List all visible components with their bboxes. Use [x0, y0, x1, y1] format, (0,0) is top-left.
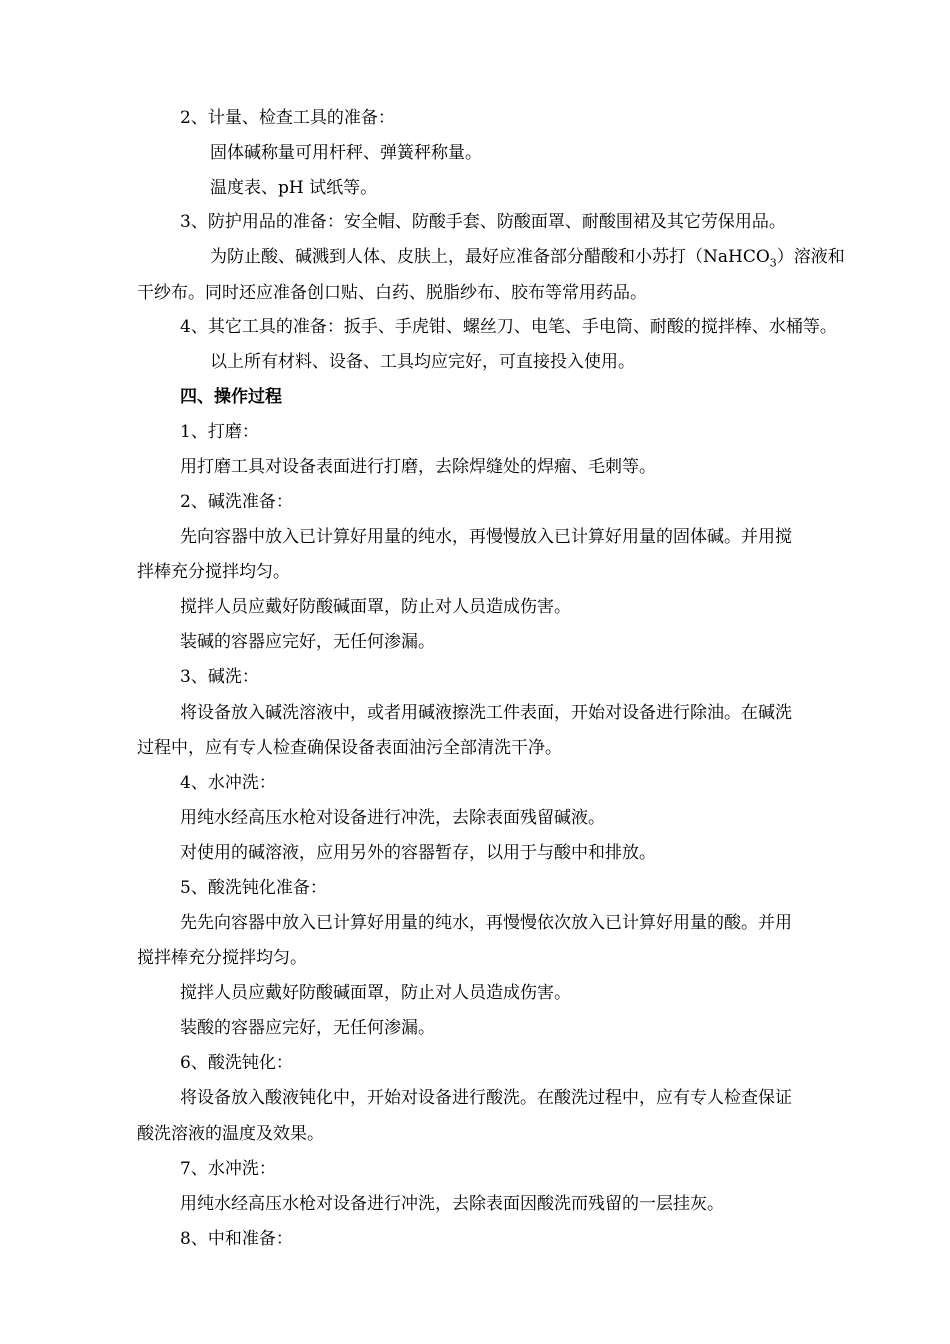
step-heading-water-rinse-2: 7、水冲洗： — [180, 1159, 276, 1179]
step-heading-neutralization-prep: 8、中和准备： — [180, 1229, 293, 1249]
paragraph-line: 拌棒充分搅拌均匀。 — [137, 562, 290, 582]
step-heading-pickling-prep: 5、酸洗钝化准备： — [180, 878, 327, 898]
paragraph-line: 酸洗溶液的温度及效果。 — [137, 1124, 324, 1144]
step-heading-grinding: 1、打磨： — [180, 422, 259, 442]
step-heading-alkali-wash: 3、碱洗： — [180, 667, 259, 687]
paragraph-line: 以上所有材料、设备、工具均应完好，可直接投入使用。 — [210, 352, 635, 372]
paragraph-line: 先先向容器中放入已计算好用量的纯水，再慢慢依次放入已计算好用量的酸。并用 — [180, 913, 792, 933]
paragraph-line-with-formula — [210, 246, 845, 268]
paragraph-line: 装酸的容器应完好，无任何渗漏。 — [180, 1018, 435, 1038]
paragraph-line: 搅拌棒充分搅拌均匀。 — [137, 948, 307, 968]
paragraph-line: 装碱的容器应完好，无任何渗漏。 — [180, 632, 435, 652]
step-heading-water-rinse: 4、水冲洗： — [180, 773, 276, 793]
paragraph-line: 先向容器中放入已计算好用量的纯水，再慢慢放入已计算好用量的固体碱。并用搅 — [180, 527, 792, 547]
formula-text-post: ）溶液和 — [776, 247, 845, 267]
step-heading-pickling-passivation: 6、酸洗钝化： — [180, 1053, 293, 1073]
paragraph-line: 用纯水经高压水枪对设备进行冲洗，去除表面残留碱液。 — [180, 808, 605, 828]
paragraph-line: 搅拌人员应戴好防酸碱面罩，防止对人员造成伤害。 — [180, 597, 571, 617]
paragraph-line: 干纱布。同时还应准备创口贴、白药、脱脂纱布、胶布等常用药品。 — [137, 283, 647, 303]
section-heading-operation-process: 四、操作过程 — [180, 387, 282, 407]
paragraph-line: 将设备放入碱洗溶液中，或者用碱液擦洗工件表面，开始对设备进行除油。在碱洗 — [180, 703, 792, 723]
paragraph-line: 温度表、pH 试纸等。 — [210, 178, 378, 198]
paragraph-line: 用纯水经高压水枪对设备进行冲洗，去除表面因酸洗而残留的一层挂灰。 — [180, 1194, 724, 1214]
heading-other-tools: 4、其它工具的准备：扳手、手虎钳、螺丝刀、电笔、手电筒、耐酸的搅拌棒、水桶等。 — [180, 317, 837, 337]
paragraph-line: 固体碱称量可用杆秤、弹簧秤称量。 — [210, 143, 482, 163]
heading-protective-gear: 3、防护用品的准备：安全帽、防酸手套、防酸面罩、耐酸围裙及其它劳保用品。 — [180, 212, 786, 232]
paragraph-line: 过程中，应有专人检查确保设备表面油污全部清洗干净。 — [137, 738, 562, 758]
step-heading-alkali-prep: 2、碱洗准备： — [180, 492, 293, 512]
paragraph-line: 对使用的碱溶液，应用另外的容器暂存，以用于与酸中和排放。 — [180, 843, 656, 863]
paragraph-line: 用打磨工具对设备表面进行打磨，去除焊缝处的焊瘤、毛刺等。 — [180, 457, 656, 477]
formula-subscript: 3 — [769, 256, 777, 270]
formula-text-pre: 为防止酸、碱溅到人体、皮肤上，最好应准备部分醋酸和小苏打（NaHCO — [210, 247, 770, 267]
paragraph-line: 将设备放入酸液钝化中，开始对设备进行酸洗。在酸洗过程中，应有专人检查保证 — [180, 1088, 792, 1108]
heading-measuring-tools: 2、计量、检查工具的准备： — [180, 108, 395, 128]
paragraph-line: 搅拌人员应戴好防酸碱面罩，防止对人员造成伤害。 — [180, 983, 571, 1003]
